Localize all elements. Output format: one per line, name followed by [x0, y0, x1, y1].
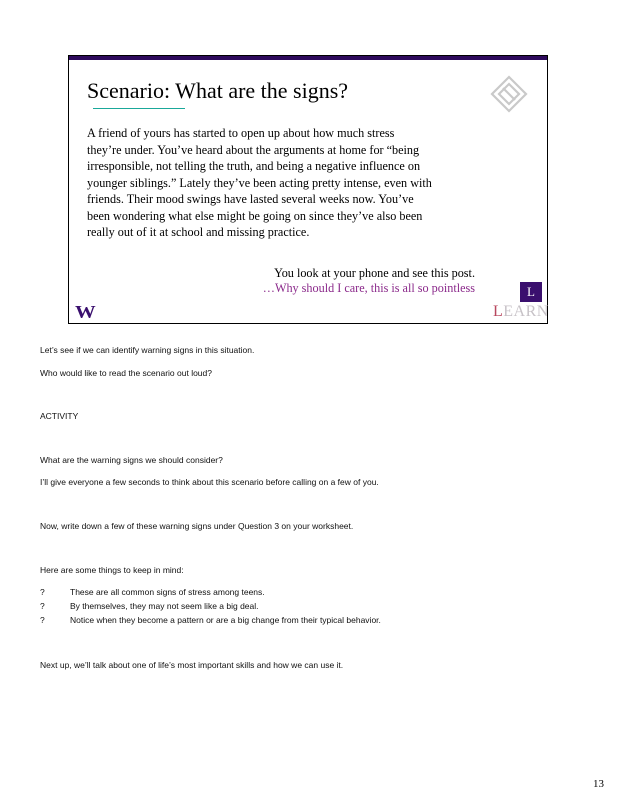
note-think: I’ll give everyone a few seconds to think about this scenario before calling on a few of you.	[40, 477, 379, 487]
scenario-line: really out of it at school and missing practice.	[87, 225, 310, 239]
note-activity: ACTIVITY	[40, 411, 79, 421]
learn-badge: L	[520, 282, 542, 302]
note-keep-in-mind: Here are some things to keep in mind:	[40, 565, 184, 575]
note-write: Now, write down a few of these warning signs under Question 3 on your worksheet.	[40, 521, 354, 531]
slide-frame	[68, 55, 548, 324]
title-underline	[93, 108, 185, 109]
learn-logo-rest: EARN	[503, 303, 549, 320]
note-question: What are the warning signs we should consider?	[40, 455, 223, 465]
learn-logo	[493, 303, 549, 321]
scenario-line: been wondering what else might be going on since they’ve also been	[87, 208, 423, 223]
bullet-mark: ?	[40, 615, 45, 625]
uw-logo: W	[75, 302, 94, 322]
slide-top-bar	[69, 56, 547, 60]
scenario-line: friends. Their mood swings have lasted several weeks now. You’ve	[87, 192, 414, 206]
learn-logo-initial: L	[493, 303, 504, 320]
scenario-line: A friend of yours has started to open up about how much stress	[87, 126, 395, 140]
bullet-text: By themselves, they may not seem like a big deal.	[70, 601, 259, 611]
phone-prompt: You look at your phone and see this post.	[274, 266, 475, 280]
scenario-line: they’re under. You’ve heard about the arguments at home for “being	[87, 142, 420, 157]
diamond-logo-icon	[489, 74, 529, 114]
slide-title: Scenario: What are the signs?	[87, 78, 349, 103]
bullet-text: These are all common signs of stress among teens.	[70, 587, 265, 597]
bullet-mark: ?	[40, 601, 45, 611]
bullet-mark: ?	[40, 587, 45, 597]
social-post-text: …Why should I care, this is all so pointless	[262, 281, 475, 295]
note-next-up: Next up, we’ll talk about one of life’s most important skills and how we can use it.	[40, 660, 344, 670]
scenario-line: irresponsible, not telling the truth, and being a negative influence on	[87, 159, 421, 173]
note-intro: Let’s see if we can identify warning signs in this situation.	[40, 345, 255, 355]
page-number: 13	[593, 778, 604, 790]
note-read-aloud: Who would like to read the scenario out loud?	[40, 368, 212, 378]
scenario-line: younger siblings.” Lately they’ve been acting pretty intense, even with	[87, 175, 432, 190]
scenario-text	[87, 125, 487, 241]
bullet-text: Notice when they become a pattern or are a big change from their typical behavior.	[70, 615, 381, 625]
